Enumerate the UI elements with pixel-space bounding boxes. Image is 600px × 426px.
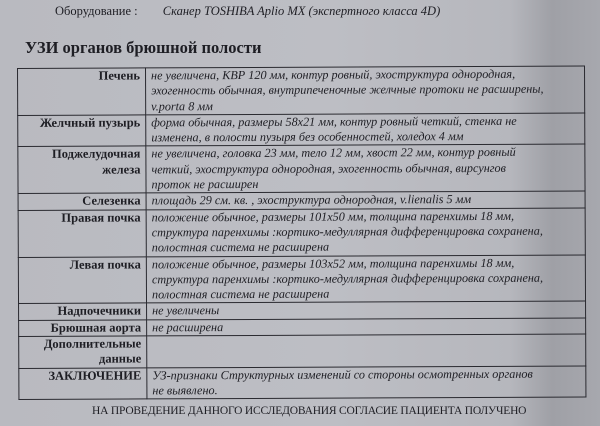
finding-text (146, 113, 585, 147)
organ-label-line: Левая почка (69, 257, 141, 272)
equipment-value: Сканер TOSHIBA Aplio MX (экспертного класса 4D) (162, 4, 441, 18)
organ-label (19, 336, 147, 368)
organ-label (18, 193, 146, 210)
organ-label-line: Печень (98, 68, 141, 83)
organ-label (19, 320, 147, 337)
table-row (18, 255, 585, 304)
organ-label-line: Поджелудочная (51, 146, 141, 162)
finding-line: не увеличены (152, 303, 220, 318)
finding-line: площадь 29 см. кв. , эхоструктура однородная, v.lienalis 5 мм (151, 192, 472, 208)
finding-line: эхогенность обычная, внутрипеченочные желчные протоки не расширены, (151, 81, 544, 98)
organ-label (18, 257, 146, 304)
organ-label-line: Селезенка (82, 193, 141, 209)
finding-line: не увеличена, головка 23 мм, тело 12 мм, хвост 22 мм, контур ровный (151, 145, 516, 161)
finding-text (147, 334, 586, 368)
finding-text (146, 255, 585, 304)
finding-line: положение обычное, размеры 101х50 мм, толщина паренхимы 18 мм, (151, 208, 515, 225)
table-row (18, 208, 585, 257)
organ-label (19, 368, 147, 400)
finding-line: полостная система не расширена (151, 286, 330, 302)
finding-line: не выявлено. (152, 383, 218, 398)
finding-text (146, 66, 585, 115)
organ-label-line: железа (102, 162, 141, 177)
finding-line: полостная система не расширена (151, 239, 330, 255)
finding-text (147, 366, 586, 400)
finding-line: не увеличена, КВР 120 мм, контур ровный, эхоструктура однородная, (151, 66, 516, 83)
organ-label-line: ЗАКЛЮЧЕНИЕ (48, 368, 142, 383)
finding-line: структура паренхимы :кортико-медуллярная дифференцировка сохранена, (151, 270, 544, 287)
organ-label (18, 210, 146, 257)
finding-line: УЗ-признаки Структурных изменений со стороны осмотренных органов (152, 366, 533, 383)
table-row (19, 334, 586, 368)
organ-label (19, 303, 147, 320)
organ-label-line: Брюшная аорта (50, 320, 142, 335)
document-title: УЗИ органов брюшной полости (25, 38, 262, 57)
organ-label (18, 68, 146, 115)
organ-label-line: Желчный пузырь (39, 115, 141, 130)
finding-line: проток не расширен (151, 177, 259, 192)
finding-line: положение обычное, размеры 103х52 мм, толщина паренхимы 18 мм, (151, 255, 515, 271)
organ-label-line: данные (98, 351, 142, 366)
finding-line: v.porta 8 мм (151, 98, 213, 114)
table-row (18, 113, 585, 147)
organ-label-line: Дополнительные (43, 336, 142, 351)
finding-line: форма обычная, размеры 58х21 мм, контур ровный четкий, стенка не (151, 113, 517, 130)
table-row (18, 66, 585, 115)
consent-statement: НА ПРОВЕДЕНИЕ ДАННОГО ИССЛЕДОВАНИЯ СОГЛАСИЕ ПАЦИЕНТА ПОЛУЧЕНО (92, 405, 527, 417)
finding-line: четкий, эхоструктура однородная, эхогенность обычная, вирсунгов (151, 160, 506, 177)
table-row (19, 366, 586, 400)
finding-text (146, 208, 585, 257)
finding-line: структура паренхимы :кортико-медуллярная дифференцировка сохранена, (151, 223, 543, 240)
organ-label-line: Надпочечники (57, 303, 142, 319)
finding-text (147, 301, 586, 319)
table-row (18, 145, 585, 194)
finding-text (147, 318, 586, 336)
organ-label (18, 115, 146, 147)
organ-label (18, 146, 146, 193)
finding-line: изменена, в полости пузыря без особенностей, холедох 4 мм (151, 129, 464, 145)
findings-table (17, 66, 586, 401)
finding-text (146, 191, 585, 209)
finding-text (146, 145, 585, 194)
equipment-line (55, 4, 440, 19)
equipment-label: Оборудование : (55, 4, 138, 18)
finding-line: не расширена (152, 319, 224, 335)
organ-label-line: Правая почка (61, 210, 141, 225)
